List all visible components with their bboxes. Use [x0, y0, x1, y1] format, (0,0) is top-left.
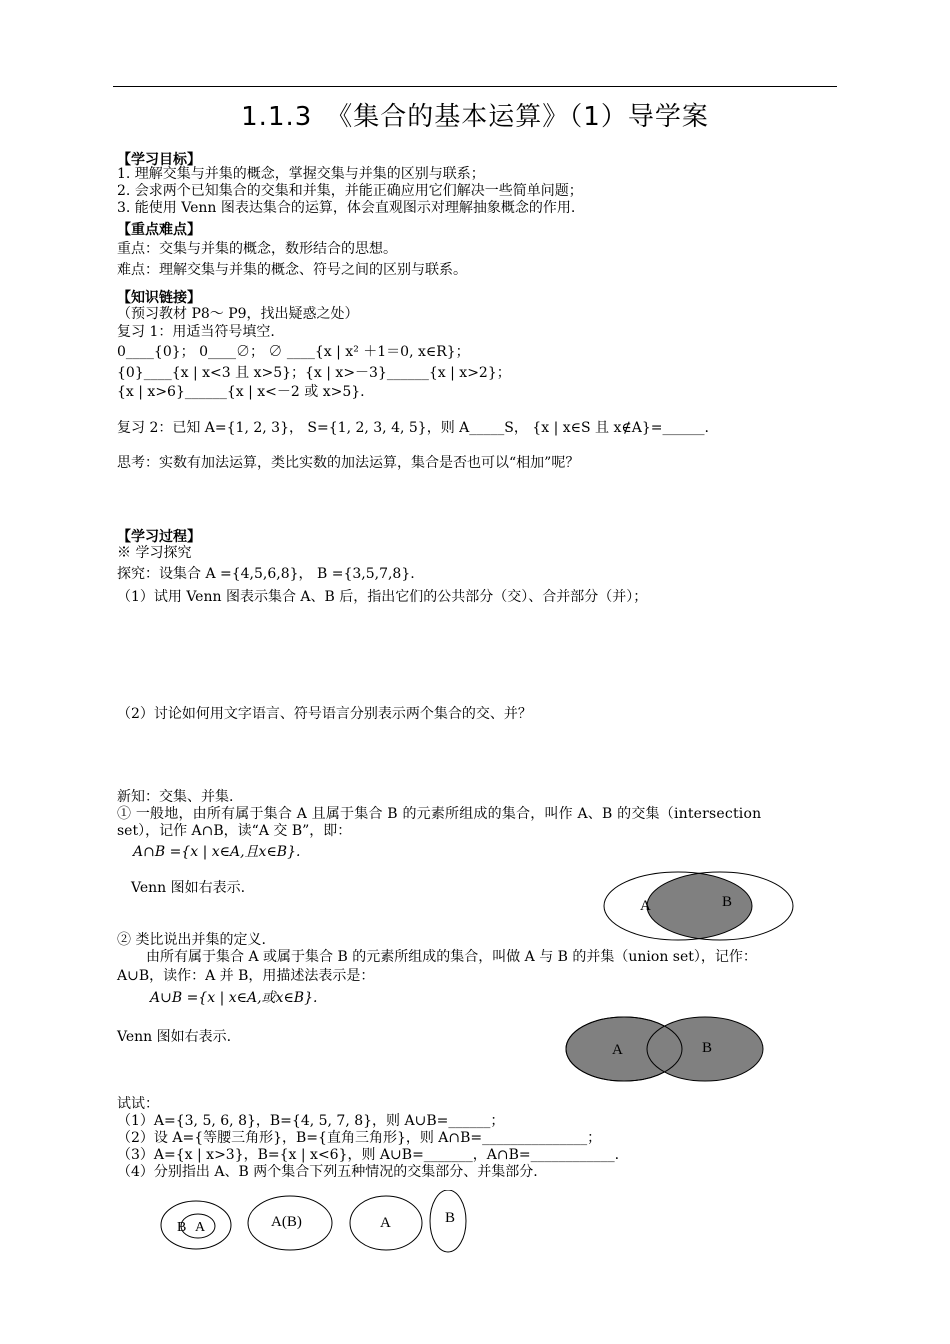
practice-item: （2）设 A={等腰三角形}，B={直角三角形}，则 A∩B=_______________； [117, 1130, 602, 1146]
practice-item: （1）A={3, 5, 6, 8}，B={4, 5, 7, 8}，则 A∪B=______； [117, 1113, 505, 1129]
venn-union-label-a: A [612, 1042, 623, 1058]
set-cases-diagram [150, 1190, 480, 1262]
intersection-formula: A∩B ={x | x∈A,且x∈B}. [133, 844, 301, 860]
review1-line: {x | x>6}______{x | x<－2 或 x>5}. [117, 384, 365, 400]
venn-intersection-diagram [600, 868, 800, 946]
def2-line: 由所有属于集合 A 或属于集合 B 的元素所组成的集合，叫做 A 与 B 的并集（union set），记作： [146, 949, 757, 965]
case1-label-a: A [195, 1220, 206, 1235]
case4-label: B [445, 1210, 456, 1226]
question-1: （1）试用 Venn 图表示集合 A、B 后，指出它们的公共部分（交）、合并部分（并）； [117, 589, 648, 605]
venn2-note: Venn 图如右表示. [117, 1029, 232, 1045]
keypoints-heading: 【重点难点】 [117, 222, 201, 238]
practice-heading: 试试： [117, 1096, 159, 1112]
review2-text: 复习 2：已知 A={1, 2, 3}， S={1, 2, 3, 4, 5}，则 A_____S， {x | x∈S 且 x∉A}=______. [117, 420, 709, 436]
focus-text: 重点：交集与并集的概念，数形结合的思想。 [117, 241, 397, 257]
process-sub: ※ 学习探究 [117, 545, 192, 561]
def1-line: ① 一般地，由所有属于集合 A 且属于集合 B 的元素所组成的集合，叫作 A、B 的交集（intersection [117, 806, 762, 822]
question-2: （2）讨论如何用文字语言、符号语言分别表示两个集合的交、并？ [117, 706, 532, 722]
case1-label-b: B [177, 1220, 187, 1235]
venn-label-a: A [640, 898, 651, 914]
case2-label: A(B) [271, 1214, 302, 1230]
def1-line: set），记作 A∩B，读“A 交 B”，即： [117, 823, 352, 839]
difficulty-text: 难点：理解交集与并集的概念、符号之间的区别与联系。 [117, 262, 467, 278]
page-title: 1.1.3 《集合的基本运算》（1）导学案 [241, 102, 709, 132]
objectives-heading: 【学习目标】 [117, 152, 201, 168]
header-rule [113, 86, 837, 87]
objective-item: 1. 理解交集与并集的概念，掌握交集与并集的区别与联系； [117, 166, 485, 182]
process-heading: 【学习过程】 [117, 529, 201, 545]
preview-text: （预习教材 P8～ P9，找出疑惑之处） [117, 306, 359, 322]
case3-label: A [380, 1215, 391, 1231]
newknow-label: 新知：交集、并集. [117, 789, 234, 805]
links-heading: 【知识链接】 [117, 290, 201, 306]
objective-item: 2. 会求两个已知集合的交集和并集，并能正确应用它们解决一些简单问题； [117, 183, 583, 199]
review1-line: 0____{0}； 0____∅； ∅ ____{x | x² ＋1＝0, x∈R}； [117, 344, 470, 360]
practice-item: （4）分别指出 A、B 两个集合下列五种情况的交集部分、并集部分. [117, 1164, 538, 1180]
union-formula: A∪B ={x | x∈A,或x∈B}. [150, 990, 318, 1006]
def2-line: A∪B，读作：A 并 B，用描述法表示是： [117, 968, 375, 984]
venn1-note: Venn 图如右表示. [131, 880, 246, 896]
review1-line: {0}____{x | x<3 且 x>5}；{x | x>－3}______{x | x>2}； [117, 365, 511, 381]
review1-title: 复习 1：用适当符号填空. [117, 324, 275, 340]
def2-title: ② 类比说出并集的定义. [117, 932, 266, 948]
venn-union-diagram [562, 1014, 772, 1086]
objective-item: 3. 能使用 Venn 图表达集合的运算，体会直观图示对理解抽象概念的作用. [117, 200, 576, 216]
explore-text: 探究：设集合 A ={4,5,6,8}， B ={3,5,7,8}. [117, 566, 415, 582]
think-text: 思考：实数有加法运算，类比实数的加法运算，集合是否也可以“相加”呢？ [117, 455, 580, 471]
practice-item: （3）A={x | x>3}，B={x | x<6}，则 A∪B=_______，A∩B=____________. [117, 1147, 620, 1163]
venn-label-b: B [722, 894, 733, 910]
venn-union-label-b: B [702, 1040, 713, 1056]
